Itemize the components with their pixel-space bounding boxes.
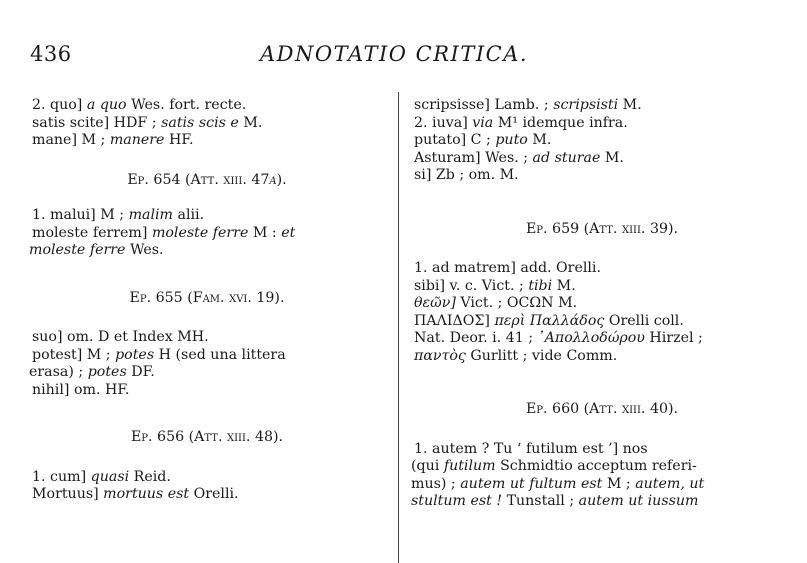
reading: futilum: [443, 458, 496, 474]
note-line: [414, 278, 790, 296]
apparatus-text: 1. autem ? Tu ‘ futilum est ’] nos: [414, 440, 648, 457]
reading: moleste ferre: [29, 242, 126, 258]
apparatus-text: M.: [618, 97, 642, 113]
apparatus-text: M.: [552, 277, 576, 294]
apparatus-text: M ;: [95, 207, 129, 223]
note-line: [32, 97, 382, 115]
apparatus-text: Wes. ;: [480, 149, 533, 166]
apparatus-text: Orelli.: [189, 486, 239, 502]
apparatus-text: erasa) ;: [29, 364, 88, 380]
lemma: mane]: [32, 132, 77, 148]
note-line: [32, 329, 382, 347]
note-line: [414, 313, 790, 331]
apparatus-text: om. HF.: [69, 381, 130, 398]
note-line: [32, 225, 382, 243]
section-heading-ep656: Ep. 656 (Att. xiii. 48).: [130, 429, 284, 445]
heading-text: ).: [276, 171, 287, 188]
note-line: [414, 441, 790, 459]
left-column: [29, 97, 382, 504]
apparatus-text: M ;: [82, 346, 116, 363]
reading: puto: [495, 132, 528, 148]
reading: et: [281, 224, 296, 241]
apparatus-text: mus) ;: [411, 475, 461, 492]
section-heading-ep655: Ep. 655 (Fam. xvi. 19).: [129, 289, 285, 306]
apparatus-text: HF.: [164, 132, 194, 148]
lemma: ΠΑΛΙΔΟΣ]: [414, 312, 490, 329]
note-line: [29, 242, 382, 260]
apparatus-text: Nat. Deor. i. 41 ;: [414, 330, 538, 346]
note-line: [32, 347, 382, 365]
apparatus-text: HDF ;: [109, 114, 162, 131]
note-line: [32, 469, 382, 487]
lemma: Mortuus]: [32, 486, 99, 502]
note-line: [411, 493, 790, 511]
section-heading-ep659: Ep. 659 (Att. xiii. 39).: [525, 220, 679, 237]
reading: autem, ut: [635, 475, 705, 492]
lemma: nihil]: [32, 381, 70, 398]
apparatus-text: M ;: [76, 132, 110, 148]
lemma: putato]: [414, 132, 467, 148]
note-line: [414, 295, 790, 313]
reading: moleste ferre: [151, 224, 249, 241]
reading: mortuus est: [103, 486, 190, 502]
lemma: moleste ferrem]: [32, 224, 148, 241]
page-number: 436: [30, 42, 72, 66]
apparatus-text: om. D et Index MH.: [62, 329, 209, 345]
lemma: 2. quo]: [32, 97, 83, 113]
note-line: [411, 458, 790, 476]
reading: tibi: [528, 277, 553, 294]
lemma: potest]: [32, 346, 83, 363]
apparatus-text: M :: [248, 224, 282, 241]
lemma: 1. cum]: [32, 468, 87, 485]
note-line: [414, 167, 790, 185]
apparatus-text: Hirzel ;: [644, 330, 703, 346]
apparatus-text: DF.: [126, 364, 155, 380]
apparatus-text: Orelli coll.: [604, 312, 684, 329]
reading: potes: [87, 364, 127, 380]
reading: περὶ Παλλάδος: [494, 312, 605, 329]
section-heading-ep654: [32, 172, 382, 190]
note-line: [414, 97, 790, 115]
reading: ad sturae: [532, 149, 601, 166]
lemma: 1. ad matrem]: [414, 260, 516, 276]
note-line: [29, 364, 382, 382]
reading: scripsisti: [553, 97, 619, 113]
reading: potes: [115, 346, 155, 363]
note-line: [414, 115, 790, 133]
apparatus-text: Schmidtio acceptum referi-: [495, 458, 697, 474]
note-line: [32, 382, 382, 400]
apparatus-text: Reid.: [129, 468, 171, 485]
lemma: sibi]: [414, 277, 445, 294]
reading: ᾿Απολλοδώρου: [537, 330, 645, 346]
heading-text: a: [269, 171, 277, 188]
lemma: suo]: [32, 329, 63, 345]
reading: quasi: [90, 468, 130, 485]
apparatus-text: M.: [238, 114, 263, 131]
apparatus-text: (qui: [411, 458, 444, 474]
apparatus-text: alii.: [173, 207, 205, 223]
apparatus-text: M.: [527, 132, 552, 148]
note-line: [414, 330, 790, 348]
lemma: 1. malui]: [32, 207, 96, 223]
apparatus-text: Tunstall ;: [502, 493, 579, 509]
heading-text: Ep. 654 (Att. xiii. 47: [127, 171, 270, 188]
note-line: [32, 132, 382, 150]
apparatus-text: add. Orelli.: [515, 260, 601, 276]
apparatus-text: Lamb. ;: [489, 97, 554, 113]
apparatus-text: Wes. fort. recte.: [126, 97, 247, 113]
note-line: [411, 476, 790, 494]
note-line: [414, 132, 790, 150]
reading: malim: [128, 207, 174, 223]
note-line: [414, 260, 790, 278]
note-line: [414, 150, 790, 168]
apparatus-text: Zb ; om. M.: [431, 167, 519, 183]
reading: via: [472, 114, 494, 131]
reading: παντὸς: [414, 347, 466, 364]
lemma: Asturam]: [414, 149, 481, 166]
apparatus-text: Wes.: [125, 242, 164, 258]
note-line: [32, 207, 382, 225]
reading: stultum est !: [411, 493, 503, 509]
apparatus-text: M¹ idemque infra.: [493, 114, 628, 131]
running-title: ADNOTATIO CRITICA.: [260, 42, 529, 66]
apparatus-text: Gurlitt ; vide Comm.: [465, 347, 618, 364]
note-line: [414, 348, 790, 366]
apparatus-text: v. c. Vict. ;: [444, 277, 529, 294]
section-heading-ep660: Ep. 660 (Att. xiii. 40).: [525, 401, 679, 417]
column-divider: [398, 92, 399, 563]
apparatus-text: M ;: [602, 475, 636, 492]
lemma: si]: [414, 167, 432, 183]
reading: a quo: [86, 97, 127, 113]
apparatus-text: M.: [600, 149, 624, 166]
reading: autem ut iussum: [578, 493, 699, 509]
lemma: scripsisse]: [414, 97, 490, 113]
reading: satis scis e: [161, 114, 239, 131]
right-column: [411, 97, 790, 511]
lemma: satis scite]: [32, 114, 110, 131]
note-line: [32, 486, 382, 504]
apparatus-text: H (sed una littera: [154, 346, 286, 363]
apparatus-text: C ;: [466, 132, 496, 148]
apparatus-text: Vict. ; ΟCΩΝ M.: [455, 295, 578, 311]
reading: autem ut fultum est: [460, 475, 603, 492]
reading: manere: [109, 132, 165, 148]
lemma: θεῶν]: [414, 295, 456, 311]
note-line: [32, 115, 382, 133]
lemma: 2. iuva]: [414, 114, 468, 131]
